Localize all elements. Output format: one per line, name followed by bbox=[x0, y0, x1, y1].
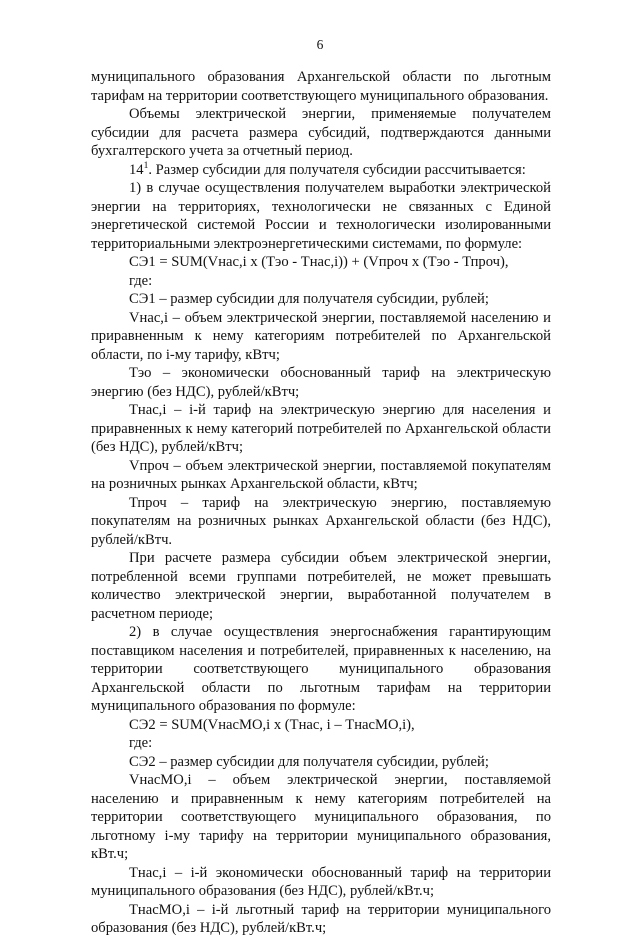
section-number: 14 bbox=[129, 161, 144, 178]
definition: Vнас,i – объем электрической энергии, поставляемой населению и приравненным к нему категориям потребителей по Архангельской области, по i-му тарифу, кВтч; bbox=[91, 309, 551, 363]
definition: Тэо – экономически обоснованный тариф на электрическую энергию (без НДС), рублей/кВтч; bbox=[91, 365, 551, 400]
where-label: где: bbox=[129, 272, 153, 289]
paragraph: 2) в случае осуществления энергоснабжения гарантирующим поставщиком населения и потребителей, приравненных к населению, на территории соответствующего муниципального образования Архангельской области по льготным тарифам на территории муниципального образования по формуле: bbox=[91, 624, 551, 714]
paragraph: При расчете размера субсидии объем электрической энергии, потребленной всеми группами потребителей, не может превышать количество электрической энергии, выработанной получателем в расчетном периоде; bbox=[91, 550, 551, 622]
definition: VнасМО,i – объем электрической энергии, поставляемой населению и приравненным к нему категориям потребителей на территории соответствующего муниципального образования, по льготному i-му тарифу на территории муниципального образования, кВт.ч; bbox=[91, 772, 551, 862]
document-body bbox=[91, 68, 551, 938]
formula-se2: СЭ2 = SUM(VнасМО,i x (Тнас, i – ТнасМО,i), bbox=[129, 716, 415, 733]
section-heading-text: . Размер субсидии для получателя субсидии рассчитывается: bbox=[148, 161, 526, 178]
formula-se1: СЭ1 = SUM(Vнас,i x (Тэо - Тнас,i)) + (Vпроч x (Тэо - Тпроч), bbox=[129, 254, 509, 270]
paragraph: Объемы электрической энергии, применяемые получателем субсидии для расчета размера субсидий, подтверждаются данными бухгалтерского учета за отчетный период. bbox=[91, 106, 551, 159]
definition: ТнасМО,i – i-й льготный тариф на территории муниципального образования (без НДС), рублей/кВт.ч; bbox=[91, 901, 551, 936]
definition: Vпроч – объем электрической энергии, поставляемой покупателям на розничных рынках Архангельской области, кВтч; bbox=[91, 457, 551, 492]
definition: СЭ2 – размер субсидии для получателя субсидии, рублей; bbox=[129, 753, 489, 770]
definition: Тпроч – тариф на электрическую энергию, поставляемую покупателям на розничных рынках Архангельской области (без НДС), рублей/кВтч. bbox=[91, 494, 551, 548]
paragraph: 1) в случае осуществления получателем выработки электрической энергии на территориях, технологически не связанных с Единой энергетической системой России и технологически изолированными территориальными электроэнергетическими системами, по формуле: bbox=[91, 180, 551, 252]
page-number: 6 bbox=[316, 37, 324, 52]
paragraph: муниципального образования Архангельской области по льготным тарифам на территории соответствующего муниципального образования. bbox=[91, 69, 551, 104]
paragraph-section-heading bbox=[91, 161, 551, 180]
definition: Тнас,i – i-й экономически обоснованный тариф на территории муниципального образования (без НДС), рублей/кВт.ч; bbox=[91, 864, 551, 899]
definition: СЭ1 – размер субсидии для получателя субсидии, рублей; bbox=[129, 291, 489, 307]
where-label: где: bbox=[129, 735, 153, 751]
definition: Тнас,i – i-й тариф на электрическую энергию для населения и приравненных к нему категорий потребителей по Архангельской области (без НДС), рублей/кВтч; bbox=[91, 402, 551, 455]
section-superscript: 1 bbox=[143, 160, 149, 171]
